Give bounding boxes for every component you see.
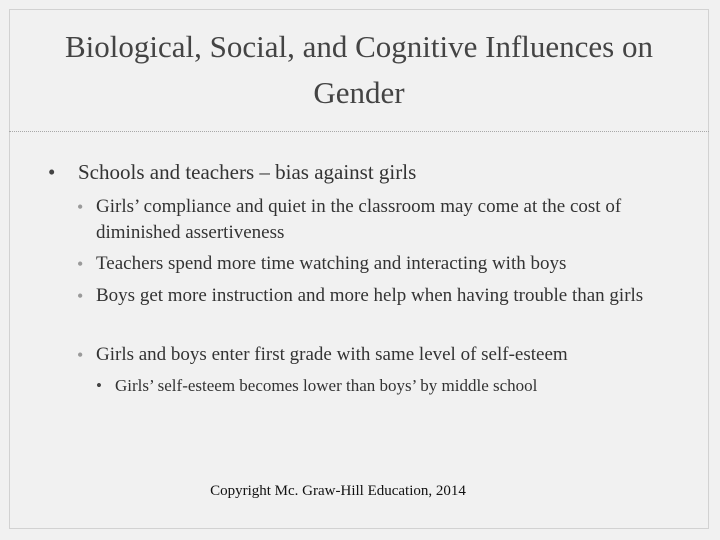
bullet-dot-icon: • [96,376,102,395]
sub-bullet-self-esteem [77,342,677,368]
bullet-dot-icon: • [77,254,84,274]
sub-bullet-instruction [77,283,677,309]
sub-sub-bullet-middle-school [96,374,696,398]
title-area [9,9,709,131]
title-divider [9,131,709,132]
sub-bullet-text: Girls’ compliance and quiet in the classroom may come at the cost of diminished assertiveness [96,196,622,243]
sub-bullet-teachers [77,251,677,277]
sub-bullet-text: Teachers spend more time watching and interacting with boys [96,253,567,274]
bullet-dot-icon: • [48,160,56,184]
slide-title: Biological, Social, and Cognitive Influences on Gender [64,29,654,110]
sub-bullet-compliance [77,194,677,246]
sub-sub-bullet-text: Girls’ self-esteem becomes lower than boys’ by middle school [115,376,538,395]
bullet-main [48,158,688,186]
bullet-main-text: Schools and teachers – bias against girls [78,160,417,184]
sub-bullet-text: Girls and boys enter first grade with same level of self-esteem [96,344,568,365]
bullet-dot-icon: • [77,197,84,217]
sub-bullet-text: Boys get more instruction and more help when having trouble than girls [96,285,644,306]
bullet-dot-icon: • [77,286,84,306]
bullet-dot-icon: • [77,345,84,365]
copyright-footer: Copyright Mc. Graw-Hill Education, 2014 [210,483,466,499]
